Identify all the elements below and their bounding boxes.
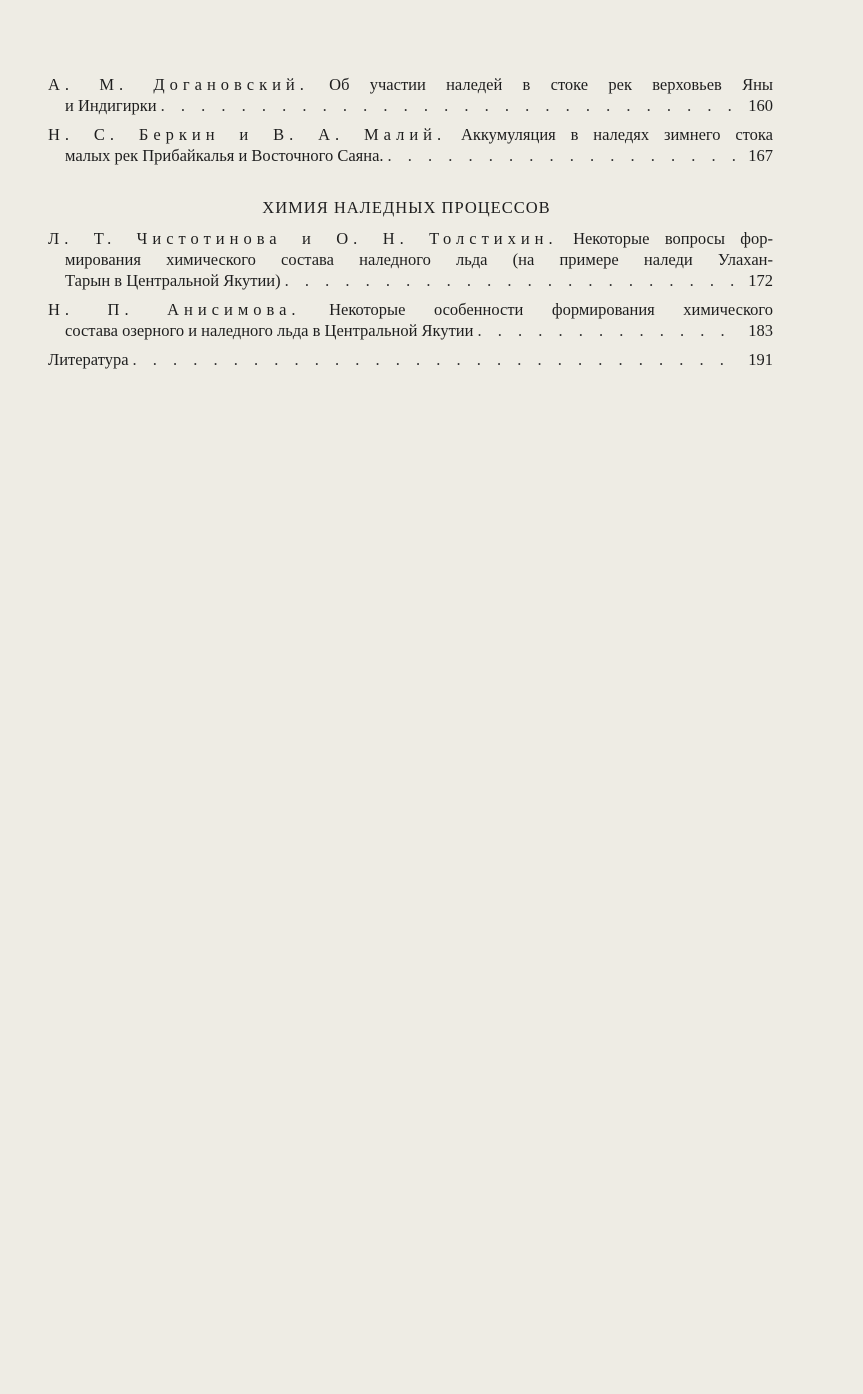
toc-entry-title-cont: и Индигирки [65,96,157,115]
literature-label: Литература [48,350,129,369]
toc-entry-literature [48,349,773,370]
toc-entry-page: 183 [748,321,773,340]
toc-entry-line-1 [48,299,773,320]
toc-entry-line-2 [48,320,773,341]
dot-leader [285,270,737,291]
toc-entry-line-2 [48,249,773,270]
toc-entry-page: 172 [748,271,773,290]
toc-entry-anisimova [48,299,773,341]
toc-entry-title: Некоторые особенности формирования химического [329,300,773,319]
literature-page: 191 [748,350,773,369]
section-title: ХИМИЯ НАЛЕДНЫХ ПРОЦЕССОВ [262,198,551,217]
toc-entry-line-1 [48,74,773,95]
toc-entry-page: 167 [748,146,773,165]
dot-leader [388,145,737,166]
toc-entry-line-1 [48,124,773,145]
toc-entry-author: Н. С. Беркин и В. А. Малий. [48,125,447,144]
toc-entry-page: 160 [748,96,773,115]
toc-entry-author: А. М. Догановский. [48,75,309,94]
toc-entry-title: Некоторые вопросы фор- [573,229,773,248]
toc-entry-berkin [48,124,773,166]
toc-entry-title-cont: состава озерного и наледного льда в Центральной Якутии [65,321,474,340]
toc-entry-author: Л. Т. Чистотинова и О. Н. Толстихин. [48,229,558,248]
toc-entry-chistotinova [48,228,773,291]
toc-entry-title-cont: Тарын в Центральной Якутии) [65,271,281,290]
toc-entry-line-2 [48,145,773,166]
toc-entry-title-cont: мирования химического состава наледного льда (на примере наледи Улахан- [65,250,773,269]
table-of-contents [48,74,773,370]
toc-entry-line-2 [48,95,773,116]
toc-entry-line-3 [48,270,773,291]
toc-entry-title: Аккумуляция в наледях зимнего стока [460,125,773,144]
dot-leader [161,95,737,116]
toc-entry-author: Н. П. Анисимова. [48,300,301,319]
toc-entry-title: Об участии наледей в стоке рек верховьев Яны [329,75,774,94]
toc-entry-line-1 [48,228,773,249]
dot-leader [133,349,737,370]
dot-leader [477,320,737,341]
toc-entry-doganovsky [48,74,773,116]
toc-entry-title-cont: малых рек Прибайкалья и Восточного Саяна. [65,146,384,165]
